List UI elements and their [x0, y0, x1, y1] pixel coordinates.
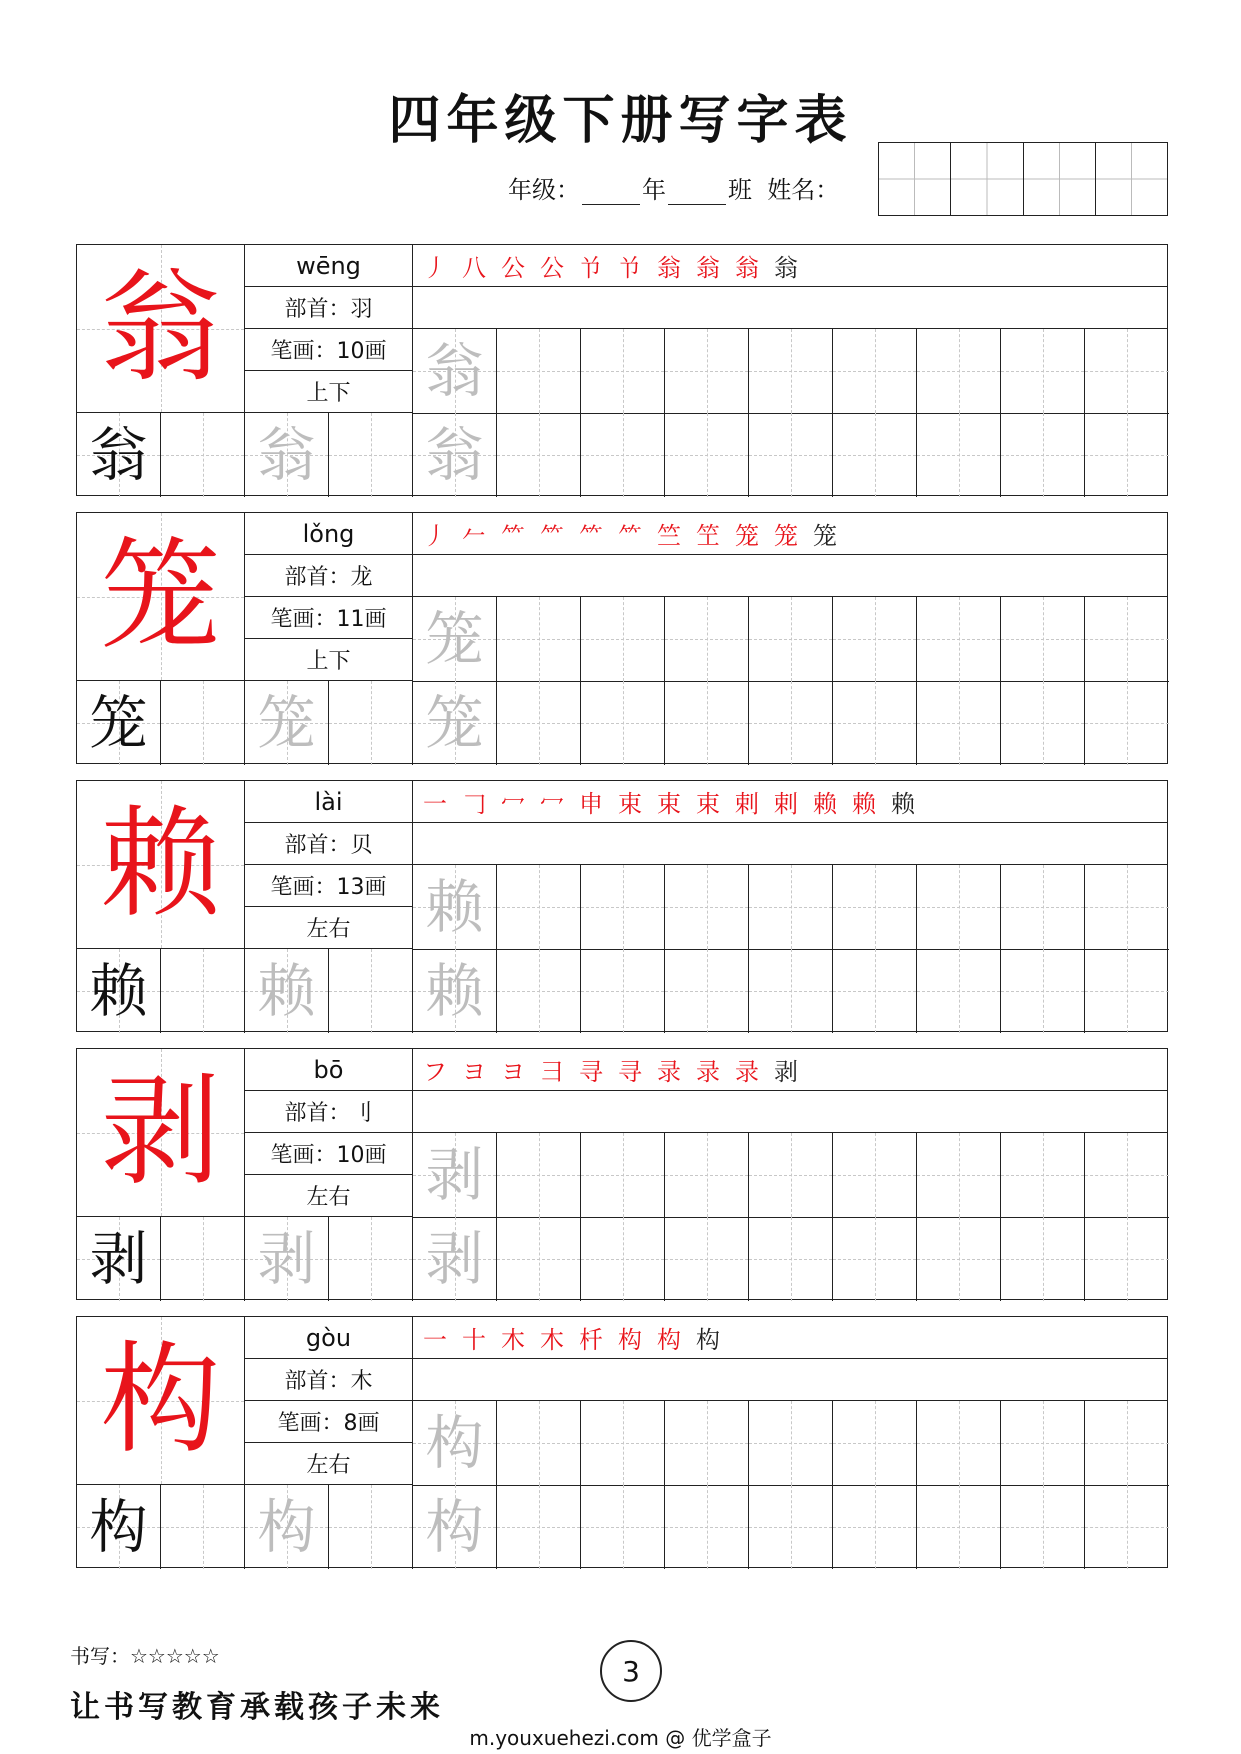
practice-cell[interactable]: [749, 1133, 833, 1217]
practice-cell[interactable]: [581, 949, 665, 1033]
radical: 部首：龙: [245, 555, 412, 597]
practice-cell[interactable]: [413, 1133, 497, 1217]
name-box[interactable]: [878, 142, 1168, 216]
practice-cell[interactable]: [497, 865, 581, 949]
stroke-step: 𠂉: [462, 522, 488, 550]
practice-cell[interactable]: [665, 1401, 749, 1485]
practice-cell[interactable]: [413, 1485, 497, 1569]
practice-cell[interactable]: [917, 865, 1001, 949]
practice-cell[interactable]: [413, 413, 497, 497]
trace-character: 剥: [425, 1225, 484, 1293]
practice-cell[interactable]: [245, 413, 329, 497]
trace-character: 翁: [425, 421, 484, 489]
trace-character: 构: [425, 1493, 484, 1561]
stroke-step: 录: [657, 1058, 683, 1086]
trace-character: 笼: [257, 689, 316, 757]
stroke-step: 彐: [540, 1058, 566, 1086]
stroke-step: 束: [657, 790, 683, 818]
practice-cell[interactable]: [497, 597, 581, 681]
practice-cell[interactable]: [413, 681, 497, 765]
practice-cell[interactable]: [497, 1133, 581, 1217]
stroke-step: 公: [501, 254, 527, 282]
stroke-step: 竺: [657, 522, 683, 550]
structure: 左右: [245, 907, 412, 949]
stroke-step: ⺮: [579, 522, 605, 550]
rating: 书写：☆☆☆☆☆: [70, 1644, 220, 1668]
practice-cell[interactable]: [833, 949, 917, 1033]
page-number: 3: [600, 1640, 662, 1702]
practice-cell[interactable]: [497, 413, 581, 497]
practice-cell[interactable]: [161, 1217, 245, 1301]
class-label: 班: [728, 176, 752, 204]
practice-cell[interactable]: [497, 329, 581, 413]
stroke-step: 木: [540, 1326, 566, 1354]
practice-cell[interactable]: [413, 1401, 497, 1485]
practice-cell[interactable]: [1085, 681, 1169, 765]
stroke-step: 翁: [774, 254, 800, 282]
model-character-text: 笼: [100, 526, 221, 666]
model-character: [77, 1317, 245, 1485]
character-block: [76, 512, 1168, 764]
practice-cell[interactable]: [161, 1485, 245, 1569]
practice-cell[interactable]: [833, 597, 917, 681]
pinyin: wēng: [245, 245, 412, 287]
model-character-text: 翁: [100, 258, 221, 398]
practice-cell[interactable]: [1085, 1401, 1169, 1485]
practice-row: [413, 597, 1169, 682]
practice-cell[interactable]: [749, 1485, 833, 1569]
practice-cell[interactable]: [665, 949, 749, 1033]
stroke-step: 录: [735, 1058, 761, 1086]
practice-cell[interactable]: [749, 949, 833, 1033]
practice-row: [77, 949, 1169, 1033]
practice-cell[interactable]: [665, 597, 749, 681]
practice-cell[interactable]: [665, 1217, 749, 1301]
practice-cell[interactable]: [917, 329, 1001, 413]
stroke-step: 翁: [735, 254, 761, 282]
practice-cell[interactable]: [665, 329, 749, 413]
practice-cell[interactable]: [581, 597, 665, 681]
practice-cell[interactable]: [245, 681, 329, 765]
stroke-step: 剌: [774, 790, 800, 818]
practice-cell[interactable]: [917, 413, 1001, 497]
trace-character: 赖: [425, 957, 484, 1025]
pinyin: gòu: [245, 1317, 412, 1359]
stroke-step: 赖: [891, 790, 917, 818]
practice-cell[interactable]: [77, 1217, 161, 1301]
practice-cell[interactable]: [833, 1217, 917, 1301]
practice-cell[interactable]: [917, 597, 1001, 681]
stroke-step: 束: [618, 790, 644, 818]
practice-cell[interactable]: [1001, 1133, 1085, 1217]
stroke-step: ⺮: [540, 522, 566, 550]
practice-cell[interactable]: [665, 1133, 749, 1217]
stroke-step: ヨ: [501, 1058, 527, 1086]
practice-cell[interactable]: [77, 1485, 161, 1569]
trace-character: 赖: [257, 957, 316, 1025]
practice-cell[interactable]: [1085, 329, 1169, 413]
name-cell[interactable]: [951, 143, 1023, 215]
practice-cell[interactable]: [1001, 949, 1085, 1033]
practice-row: [77, 1217, 1169, 1301]
character-block: [76, 1316, 1168, 1568]
pinyin: bō: [245, 1049, 412, 1091]
model-character-text: 赖: [100, 794, 221, 934]
practice-cell[interactable]: [497, 1401, 581, 1485]
practice-cell[interactable]: [497, 1485, 581, 1569]
stroke-step: 剥: [774, 1058, 800, 1086]
practice-row: [413, 329, 1169, 414]
practice-cell[interactable]: [581, 329, 665, 413]
stroke-step: 杄: [579, 1326, 605, 1354]
stroke-step: 兯: [579, 254, 605, 282]
practice-cell[interactable]: [1085, 597, 1169, 681]
footer-url: m.youxuehezi.com @ 优学盒子: [469, 1726, 772, 1750]
practice-cell[interactable]: [581, 1485, 665, 1569]
stroke-step: 冖: [540, 790, 566, 818]
name-cell[interactable]: [879, 143, 951, 215]
practice-cell[interactable]: [1001, 1217, 1085, 1301]
practice-cell[interactable]: [77, 949, 161, 1033]
practice-cell[interactable]: [749, 597, 833, 681]
practice-cell[interactable]: [581, 413, 665, 497]
practice-cell[interactable]: [161, 413, 245, 497]
practice-cell[interactable]: [833, 681, 917, 765]
stroke-step: 翁: [696, 254, 722, 282]
stroke-step: 丿: [423, 522, 449, 550]
practice-row: [77, 681, 1169, 765]
page-title: 四年级下册写字表: [388, 90, 853, 151]
stroke-count: 笔画：8画: [245, 1401, 412, 1443]
radical: 部首：刂: [245, 1091, 412, 1133]
practice-cell[interactable]: [413, 1217, 497, 1301]
practice-cell[interactable]: [665, 681, 749, 765]
character-block: [76, 1048, 1168, 1300]
pinyin: lài: [245, 781, 412, 823]
practice-cell[interactable]: [917, 681, 1001, 765]
stroke-count: 笔画：10画: [245, 1133, 412, 1175]
practice-cell[interactable]: [1001, 1401, 1085, 1485]
practice-cell[interactable]: [329, 681, 413, 765]
example-character: 笼: [89, 689, 148, 757]
class-blank[interactable]: [668, 182, 726, 205]
stroke-step: 𠃌: [462, 790, 488, 818]
practice-cell[interactable]: [413, 329, 497, 413]
stroke-step: 笁: [696, 522, 722, 550]
stroke-step: 一: [423, 1326, 449, 1354]
stroke-step: 构: [657, 1326, 683, 1354]
stroke-count: 笔画：13画: [245, 865, 412, 907]
trace-character: 翁: [425, 337, 484, 405]
practice-cell[interactable]: [1085, 1485, 1169, 1569]
practice-cell[interactable]: [1085, 949, 1169, 1033]
stroke-step: 寻: [579, 1058, 605, 1086]
practice-cell[interactable]: [497, 1217, 581, 1301]
slogan: 让书写教育承载孩子未来: [70, 1690, 444, 1725]
practice-cell[interactable]: [77, 413, 161, 497]
practice-line[interactable]: [413, 1091, 1167, 1133]
practice-cell[interactable]: [833, 865, 917, 949]
practice-cell[interactable]: [581, 1133, 665, 1217]
character-meta: [245, 781, 413, 949]
stroke-step: 八: [462, 254, 488, 282]
practice-cell[interactable]: [833, 413, 917, 497]
grade-blank[interactable]: [582, 182, 640, 205]
stroke-order: [413, 1049, 1167, 1091]
practice-cell[interactable]: [665, 413, 749, 497]
practice-cell[interactable]: [1001, 1485, 1085, 1569]
trace-character: 笼: [425, 605, 484, 673]
model-character: [77, 245, 245, 413]
practice-cell[interactable]: [917, 1401, 1001, 1485]
stroke-step: 翁: [657, 254, 683, 282]
stroke-step: 十: [462, 1326, 488, 1354]
stroke-step: 笼: [735, 522, 761, 550]
radical: 部首：木: [245, 1359, 412, 1401]
student-info: [508, 170, 839, 205]
practice-cell[interactable]: [329, 949, 413, 1033]
practice-cell[interactable]: [77, 681, 161, 765]
example-character: 赖: [89, 957, 148, 1025]
practice-cell[interactable]: [1085, 1217, 1169, 1301]
practice-cell[interactable]: [665, 865, 749, 949]
structure: 上下: [245, 371, 412, 413]
practice-cell[interactable]: [749, 865, 833, 949]
practice-cell[interactable]: [1001, 681, 1085, 765]
practice-cell[interactable]: [749, 413, 833, 497]
practice-cell[interactable]: [581, 681, 665, 765]
character-meta: [245, 245, 413, 413]
practice-cell[interactable]: [1085, 1133, 1169, 1217]
radical: 部首：羽: [245, 287, 412, 329]
structure: 左右: [245, 1443, 412, 1485]
practice-row: [77, 1485, 1169, 1569]
trace-character: 赖: [425, 873, 484, 941]
pinyin: lǒng: [245, 513, 412, 555]
character-meta: [245, 513, 413, 681]
grade-label: 年级：: [508, 176, 580, 204]
model-character-text: 剥: [100, 1062, 221, 1202]
structure: 上下: [245, 639, 412, 681]
structure: 左右: [245, 1175, 412, 1217]
practice-cell[interactable]: [1001, 329, 1085, 413]
character-block: [76, 244, 1168, 496]
practice-cell[interactable]: [917, 1133, 1001, 1217]
stroke-step: 赖: [852, 790, 878, 818]
model-character: [77, 513, 245, 681]
name-cell[interactable]: [1024, 143, 1096, 215]
practice-cell[interactable]: [497, 949, 581, 1033]
example-character: 剥: [89, 1225, 148, 1293]
practice-cell[interactable]: [245, 1485, 329, 1569]
stroke-step: 笼: [813, 522, 839, 550]
stroke-step: ヨ: [462, 1058, 488, 1086]
trace-character: 构: [425, 1409, 484, 1477]
practice-row: [77, 413, 1169, 497]
stroke-step: 赖: [813, 790, 839, 818]
stroke-step: 束: [696, 790, 722, 818]
stroke-order: [413, 1317, 1167, 1359]
model-character: [77, 781, 245, 949]
stroke-step: 申: [579, 790, 605, 818]
stroke-step: 构: [696, 1326, 722, 1354]
example-character: 翁: [89, 421, 148, 489]
practice-cell[interactable]: [413, 865, 497, 949]
stroke-step: 一: [423, 790, 449, 818]
stroke-step: 构: [618, 1326, 644, 1354]
stroke-step: ⺮: [501, 522, 527, 550]
radical: 部首：贝: [245, 823, 412, 865]
character-block: [76, 780, 1168, 1032]
trace-character: 构: [257, 1493, 316, 1561]
practice-cell[interactable]: [917, 949, 1001, 1033]
stroke-step: 丿: [423, 254, 449, 282]
practice-row: [413, 1401, 1169, 1486]
year-label: 年: [642, 176, 666, 204]
stroke-step: 木: [501, 1326, 527, 1354]
trace-character: 翁: [257, 421, 316, 489]
stroke-step: フ: [423, 1058, 449, 1086]
model-character: [77, 1049, 245, 1217]
practice-cell[interactable]: [833, 329, 917, 413]
practice-cell[interactable]: [917, 1485, 1001, 1569]
model-character-text: 构: [100, 1330, 221, 1470]
practice-cell[interactable]: [161, 949, 245, 1033]
practice-line[interactable]: [413, 555, 1167, 597]
stroke-order: [413, 781, 1167, 823]
character-meta: [245, 1317, 413, 1485]
stroke-step: 冖: [501, 790, 527, 818]
stroke-count: 笔画：10画: [245, 329, 412, 371]
practice-cell[interactable]: [413, 949, 497, 1033]
example-character: 构: [89, 1493, 148, 1561]
practice-cell[interactable]: [917, 1217, 1001, 1301]
stroke-step: 录: [696, 1058, 722, 1086]
practice-cell[interactable]: [1085, 865, 1169, 949]
practice-cell[interactable]: [665, 1485, 749, 1569]
practice-cell[interactable]: [749, 681, 833, 765]
name-cell[interactable]: [1096, 143, 1167, 215]
practice-cell[interactable]: [329, 1217, 413, 1301]
trace-character: 剥: [425, 1141, 484, 1209]
practice-cell[interactable]: [1001, 865, 1085, 949]
practice-cell[interactable]: [161, 681, 245, 765]
practice-row: [413, 1133, 1169, 1218]
practice-cell[interactable]: [749, 1217, 833, 1301]
practice-cell[interactable]: [581, 1217, 665, 1301]
trace-character: 笼: [425, 689, 484, 757]
practice-cell[interactable]: [245, 949, 329, 1033]
trace-character: 剥: [257, 1225, 316, 1293]
practice-cell[interactable]: [329, 413, 413, 497]
practice-cell[interactable]: [329, 1485, 413, 1569]
name-label: 姓名：: [767, 176, 840, 204]
stroke-step: 寻: [618, 1058, 644, 1086]
practice-row: [413, 865, 1169, 950]
practice-cell[interactable]: [749, 1401, 833, 1485]
practice-cell[interactable]: [833, 1401, 917, 1485]
practice-cell[interactable]: [581, 865, 665, 949]
practice-cell[interactable]: [833, 1485, 917, 1569]
practice-cell[interactable]: [497, 681, 581, 765]
character-meta: [245, 1049, 413, 1217]
stroke-step: ⺮: [618, 522, 644, 550]
practice-line[interactable]: [413, 287, 1167, 329]
practice-cell[interactable]: [245, 1217, 329, 1301]
practice-line[interactable]: [413, 823, 1167, 865]
stroke-step: 公: [540, 254, 566, 282]
practice-cell[interactable]: [833, 1133, 917, 1217]
practice-cell[interactable]: [581, 1401, 665, 1485]
practice-cell[interactable]: [1085, 413, 1169, 497]
practice-cell[interactable]: [1001, 597, 1085, 681]
practice-cell[interactable]: [749, 329, 833, 413]
stroke-step: 兯: [618, 254, 644, 282]
stroke-order: [413, 245, 1167, 287]
stroke-count: 笔画：11画: [245, 597, 412, 639]
stroke-order: [413, 513, 1167, 555]
stroke-step: 笼: [774, 522, 800, 550]
practice-line[interactable]: [413, 1359, 1167, 1401]
practice-cell[interactable]: [1001, 413, 1085, 497]
stroke-step: 剌: [735, 790, 761, 818]
practice-cell[interactable]: [413, 597, 497, 681]
